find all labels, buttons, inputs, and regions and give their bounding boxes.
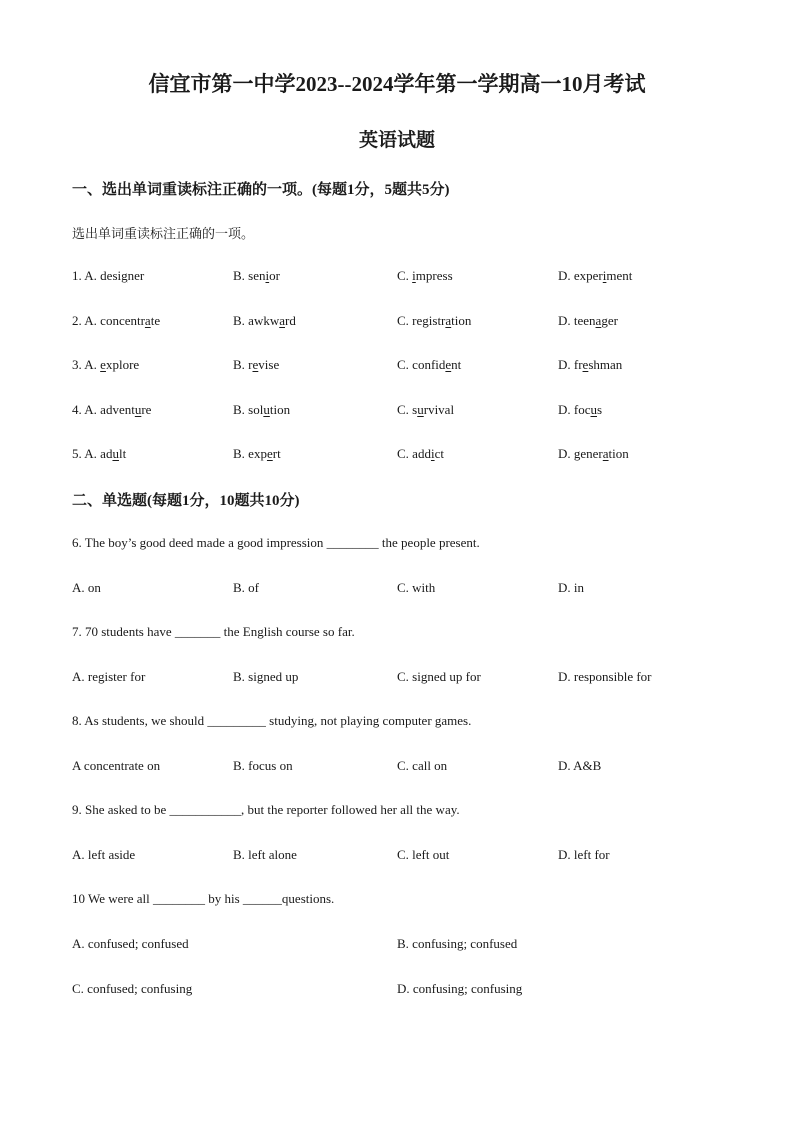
option-text: mpress — [415, 268, 453, 283]
option-text: ct — [434, 446, 444, 461]
answer-option: B. focus on — [233, 758, 293, 773]
option-text: B. awkw — [233, 313, 280, 328]
answer-option: D. left for — [558, 847, 610, 862]
stressed-letter: a — [279, 313, 285, 328]
answer-option: A. register for — [72, 669, 146, 684]
option-text: C. registr — [397, 313, 446, 328]
stressed-letter: i — [412, 268, 416, 283]
stressed-letter: e — [100, 357, 106, 372]
stress-option — [72, 268, 144, 284]
stressed-letter: u — [112, 446, 119, 461]
stress-option — [558, 313, 618, 329]
question-stem: 8. As students, we should _________ studying, not playing computer games. — [72, 713, 472, 728]
option-text: B. sol — [233, 402, 264, 417]
stressed-letter: a — [144, 313, 151, 328]
option-text: rd — [285, 313, 296, 328]
option-text: s — [597, 402, 603, 417]
answer-option: A. confused; confused — [72, 936, 189, 951]
option-text: rt — [272, 446, 281, 461]
stressed-letter: i — [430, 446, 435, 461]
option-text: tion — [451, 313, 472, 328]
option-text: ner — [127, 268, 145, 283]
answer-option: B. left alone — [233, 847, 297, 862]
answer-option: A concentrate on — [72, 758, 161, 773]
stressed-letter: e — [266, 446, 273, 461]
option-text: B. sen — [233, 268, 266, 283]
answer-option: A. on — [72, 580, 101, 595]
stress-option — [72, 313, 160, 329]
stress-option — [558, 402, 602, 418]
stress-option — [397, 357, 461, 373]
stress-option — [72, 357, 139, 373]
option-text: B. exp — [233, 446, 267, 461]
option-text: or — [269, 268, 280, 283]
answer-option: B. confusing; confused — [397, 936, 518, 951]
stressed-letter: a — [602, 446, 609, 461]
option-text: D. teen — [558, 313, 596, 328]
stressed-letter: a — [595, 313, 602, 328]
exam-title: 信宜市第一中学2023--2024学年第一学期高一10月考试 — [148, 72, 646, 96]
stressed-letter: a — [445, 313, 452, 328]
section1-heading: 一、选出单词重读标注正确的一项。(每题1分，5题共5分) — [72, 182, 450, 198]
option-text: vise — [258, 357, 280, 372]
stress-option — [72, 446, 126, 462]
question-stem: 7. 70 students have _______ the English course so far. — [72, 624, 355, 639]
option-text: 4. A. advent — [72, 402, 135, 417]
option-text: ment — [606, 268, 633, 283]
option-text: C. s — [397, 402, 418, 417]
stressed-letter: e — [445, 357, 452, 372]
section2-heading: 二、单选题(每题1分，10题共10分) — [72, 493, 300, 509]
section1-instruction: 选出单词重读标注正确的一项。 — [72, 226, 255, 241]
stressed-letter: g — [121, 268, 128, 283]
answer-option: C. signed up for — [397, 669, 481, 684]
option-text: shman — [588, 357, 623, 372]
stress-option — [558, 268, 632, 284]
stress-option — [233, 357, 279, 373]
answer-option: D. responsible for — [558, 669, 652, 684]
stressed-letter: u — [134, 402, 142, 417]
option-text: D. foc — [558, 402, 591, 417]
stressed-letter: i — [602, 268, 607, 283]
option-text: tion — [269, 402, 291, 417]
answer-option: B. signed up — [233, 669, 299, 684]
option-text: tion — [608, 446, 629, 461]
option-text: lt — [118, 446, 127, 461]
question-stem: 6. The boy’s good deed made a good impression ________ the people present. — [72, 535, 480, 550]
option-text: D. exper — [558, 268, 603, 283]
question-stem: 9. She asked to be ___________, but the reporter followed her all the way. — [72, 802, 460, 817]
stress-option — [397, 402, 454, 418]
answer-option: C. with — [397, 580, 436, 595]
answer-option: D. confusing; confusing — [397, 981, 523, 996]
stressed-letter: u — [417, 402, 424, 417]
stress-option — [233, 313, 296, 329]
option-text: C. add — [397, 446, 431, 461]
stressed-letter: i — [265, 268, 270, 283]
option-text: D. gener — [558, 446, 603, 461]
stressed-letter: e — [582, 357, 589, 372]
stressed-letter: u — [263, 402, 270, 417]
stress-option — [397, 268, 453, 284]
answer-option: C. left out — [397, 847, 450, 862]
option-text: 2. A. concentr — [72, 313, 145, 328]
stress-option — [558, 446, 629, 462]
option-text: nt — [451, 357, 462, 372]
stressed-letter: u — [590, 402, 597, 417]
stress-option — [233, 446, 281, 462]
option-text: xplore — [105, 357, 140, 372]
stress-option — [72, 402, 151, 418]
option-text: B. r — [233, 357, 253, 372]
option-text: te — [150, 313, 161, 328]
stress-option — [233, 268, 280, 284]
answer-option: C. call on — [397, 758, 448, 773]
option-text: 5. A. ad — [72, 446, 113, 461]
answer-option: A. left aside — [72, 847, 136, 862]
answer-option: B. of — [233, 580, 259, 595]
exam-subtitle: 英语试题 — [358, 130, 435, 151]
option-text: rvival — [423, 402, 455, 417]
stress-option — [233, 402, 290, 418]
option-text: 3. A. — [72, 357, 101, 372]
option-text: re — [141, 402, 152, 417]
stressed-letter: e — [252, 357, 259, 372]
answer-option: D. A&B — [558, 758, 602, 773]
question-stem: 10 We were all ________ by his ______questions. — [72, 891, 335, 906]
stress-option — [558, 357, 622, 373]
option-text: ger — [601, 313, 618, 328]
answer-option: D. in — [558, 580, 584, 595]
option-text: D. fr — [558, 357, 583, 372]
stress-option — [397, 313, 471, 329]
option-text: C. confid — [397, 357, 446, 372]
option-text: 1. A. desi — [72, 268, 122, 283]
answer-option: C. confused; confusing — [72, 981, 193, 996]
option-text: C. — [397, 268, 413, 283]
stress-option — [397, 446, 444, 462]
